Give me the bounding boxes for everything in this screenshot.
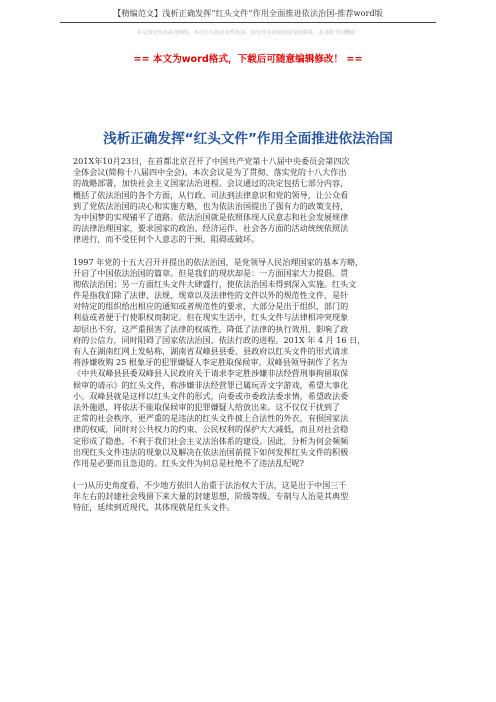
paragraph-line: 年左右的封建社会残留下来大量的封建思想，阶级等级、专制与人治是其典型 [73,491,349,502]
paragraph-line: 《中共双峰县县委双峰县人民政府关于请求李定胜涉嫌非法经营刑事拘留取保 [73,368,349,379]
paragraph-line: 对特定的组织给出相应的通知或者规范性的要求，大部分是出于组织、部门的 [73,301,349,312]
paragraph-line: 府的公信力，同时阻碍了国家依法治国、依法行政的进程。201X 年 4 月 16 日， [73,334,366,345]
paragraph-line: 利益或者便于行使职权而制定。但在现实生活中，红头文件与法律相冲突现象 [73,312,349,323]
paragraph-line: (一)从历史角度看，不少地方依旧人治重于法治权大于法，这是出于中国三千 [73,480,347,491]
paragraph-line: 正常的社会秩序，更严重的是违法的红头文件披上合法性的外衣，有损国家法 [73,413,349,424]
paragraph-line: 律进行，而不受任何个人意志的干预、阻碍或破坏。 [73,234,260,245]
paragraph-line: 件是指我们除了法律、法规、规章以及法律性的文件以外的规范性文件，是针 [73,290,349,301]
paragraph-line: 201X年10月23日，在首都北京召开了中国共产党第十八届中央委员会第四次 [73,156,350,166]
paragraph-line: 有人在湖南红网上发帖称，湖南省双峰县县委、县政府以红头文件的形式请求 [73,346,349,356]
paragraph-line: 为中国梦的实现铺平了道路。依法治国就是依照体现人民意志和社会发展规律 [73,211,349,222]
body-paragraph [73,480,433,514]
document-body [73,156,433,525]
paragraph-line: 候审的请示》的红头文件，称涉嫌非法经营罪已属玩弄文字游戏，希望大事化 [73,379,349,390]
paragraph-line: 律的权威，同时对公共权力的约束、公民权利的保护大大减低，而且对社会稳 [73,424,349,435]
paragraph-line: 概括了依法治国的各个方面，从行政、司法到法律意识和党的领导，让公众看 [73,189,349,200]
paragraph-line: 特征，延续到近现代，其体现就是红头文件。 [73,502,235,513]
paragraph-line: 小。双峰县就是这样以红头文件的形式，向委或市委政法委求情，希望政法委 [73,390,349,401]
paragraph-line: 的法律治理国家，要求国家的政治、经济运作、社会各方面的活动统统依照法 [73,223,349,234]
body-paragraph [73,257,433,470]
paragraph-line: 彻依法治国；另一方面红头文件大肆盛行，使依法治国未得到深入实施。红头文 [73,278,357,289]
disclaimer-text: 本文部分内容来自网络，本司不为其真实性负责，如有异议或侵权请及时联系，本司将予以删除！ [136,30,360,36]
paragraph-line: 定形成了隐患，不利于我们社会主义法治体系的建设。因此，分析为何会频频 [73,435,349,446]
paragraph-line: 开启了中国依法治国的篇章。但是我们的现状却是：一方面国家大力提倡、贯 [73,267,349,278]
paragraph-line: 却层出不穷，这严重损害了法律的权威性，降低了法律的执行效用，影响了政 [73,323,349,334]
document-title: 浅析正确发挥“红头文件”作用全面推进依法治国 [103,131,393,147]
paragraph-line: 1997 年党的十五大召开并提出的依法治国，是党领导人民治理国家的基本方略， [73,256,364,267]
paragraph-line: 作用是必要而且急迫的。红头文件为何总是杜绝不了违法乱纪呢? [73,457,304,468]
body-paragraph [73,156,433,246]
paragraph-line: 全体会议(简称十八届四中全会)。本次会议是为了贯彻、落实党的十八大作出 [73,167,347,178]
header-title: 【精编范文】浅析正确发挥“红头文件”作用全面推进依法治国-推荐word版 [113,8,383,18]
paragraph-line: 法外施恩，将依法不能取保候审的犯罪嫌疑人给放出来。这不仅仅干扰到了 [73,401,341,412]
paragraph-line: 到了党依法治国的决心和实施方略，也为依法治国提出了强有力的政策支持， [73,200,349,211]
paragraph-line: 的战略部署，加快社会主义国家法治进程。会议通过的决定包括七部分内容， [73,178,349,189]
paragraph-line: 将涉嫌收购 25 根象牙的犯罪嫌疑人李定胜取保候审。双峰县领导制作了名为 [73,357,348,368]
paragraph-line: 出现红头文件违法的现象以及解决在依法治国前提下如何发挥红头文件的积极 [73,446,349,457]
edit-notice: == 本文为word格式，下载后可随意编辑修改！ == [133,54,363,65]
header-divider [60,22,436,23]
